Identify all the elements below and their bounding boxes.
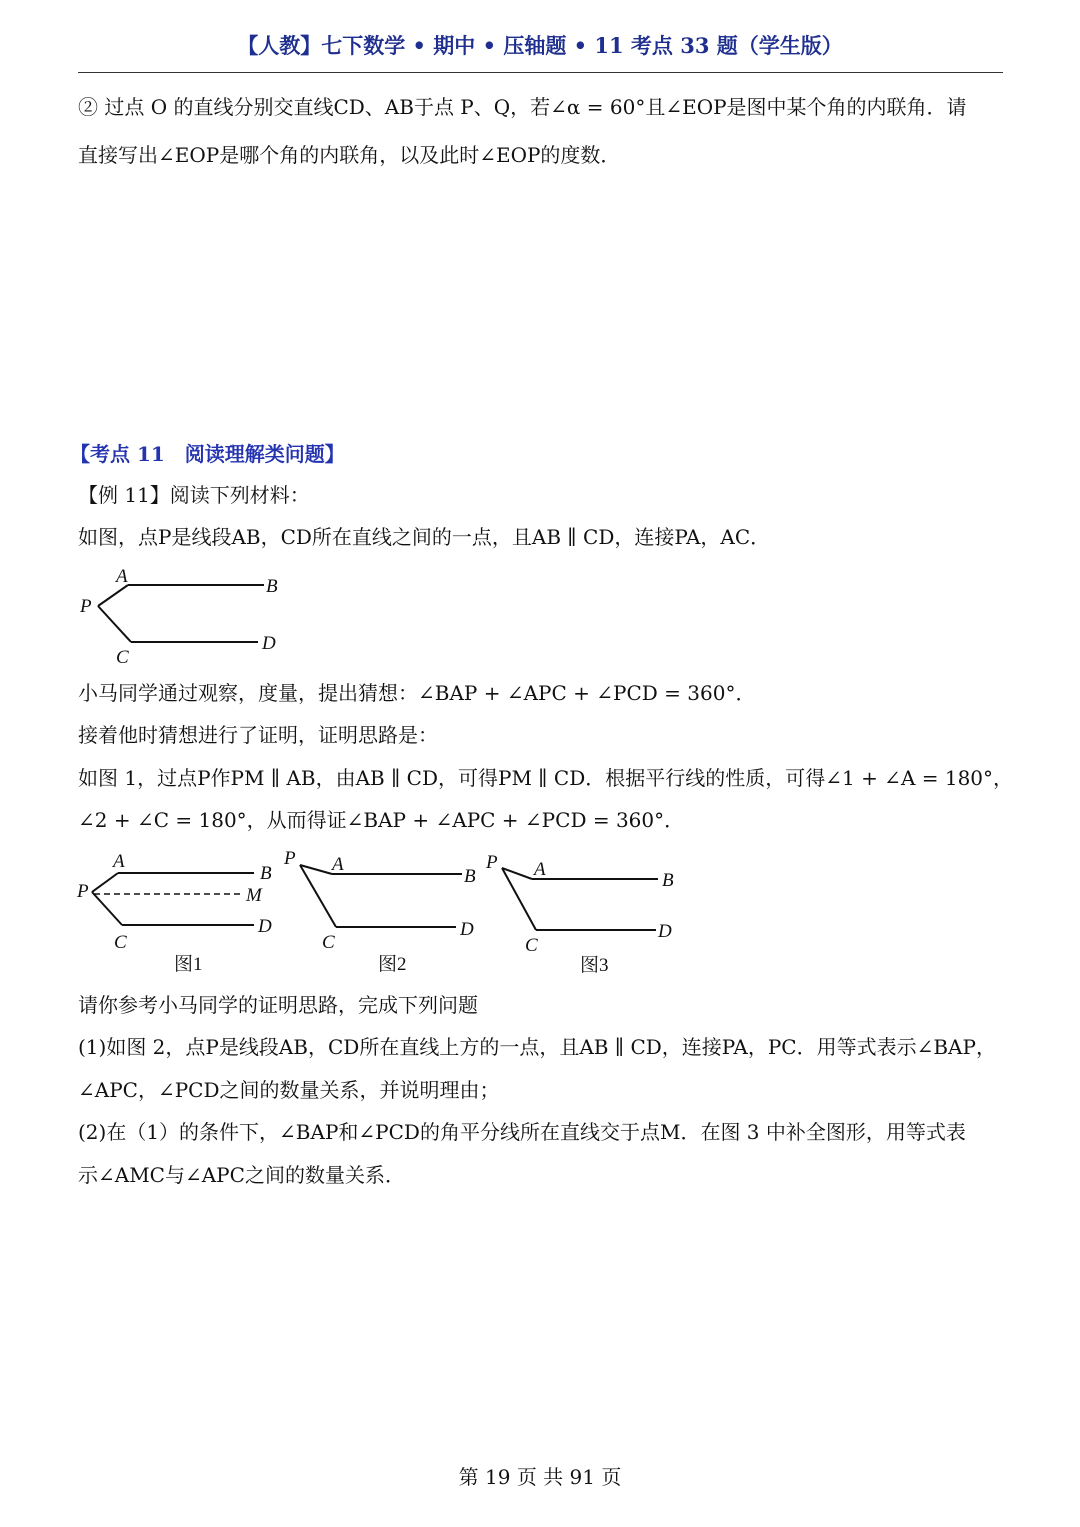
fig1-label-m: M <box>246 885 262 906</box>
section-title: 【考点 11 阅读理解类问题】 <box>70 442 345 466</box>
fig3-label-b: B <box>662 870 674 891</box>
prev-question-line-1: ② 过点 O 的直线分别交直线CD、AB于点 P、Q，若∠α = 60°且∠EOP是图中某个角的内联角．请 <box>78 95 967 119</box>
fig1-label-d: D <box>258 916 272 937</box>
example-premise: 如图，点P是线段AB，CD所在直线之间的一点，且AB ∥ CD，连接PA，AC． <box>78 525 771 549</box>
fig3-label-a: A <box>534 859 546 880</box>
header-divider <box>78 72 1003 73</box>
fig2-label-b: B <box>464 866 476 887</box>
question-1-line-1: (1)如图 2，点P是线段AB，CD所在直线上方的一点，且AB ∥ CD，连接PA，PC．用等式表示∠BAP， <box>78 1035 996 1059</box>
figure-2 <box>283 848 476 975</box>
main-label-b: B <box>266 576 278 597</box>
proof-line-1: 如图 1，过点P作PM ∥ AB，由AB ∥ CD，可得PM ∥ CD．根据平行线的性质，可得∠1 + ∠A = 180°， <box>78 766 1014 790</box>
task-lead: 请你参考小马同学的证明思路，完成下列问题 <box>78 993 478 1017</box>
proof-line-2: ∠2 + ∠C = 180°，从而得证∠BAP + ∠APC + ∠PCD = 360°． <box>78 808 685 832</box>
example-intro: 【例 11】阅读下列材料： <box>78 483 310 507</box>
main-figure <box>76 562 296 672</box>
fig2-label-c: C <box>322 932 335 953</box>
fig1-label-c: C <box>114 932 127 953</box>
fig3-caption: 图3 <box>580 955 609 976</box>
main-label-a: A <box>116 566 128 587</box>
main-label-p: P <box>80 596 92 617</box>
page-header-title: 【人教】七下数学 • 期中 • 压轴题 • 11 考点 33 题（学生版） <box>237 33 843 58</box>
fig2-label-a: A <box>332 854 344 875</box>
fig1-label-p: P <box>77 881 89 902</box>
fig1-caption: 图1 <box>174 954 203 975</box>
fig2-label-d: D <box>460 919 474 940</box>
figure-3 <box>485 852 674 976</box>
fig3-label-p: P <box>486 852 498 873</box>
fig2-caption: 图2 <box>378 954 407 975</box>
main-label-d: D <box>262 633 276 654</box>
fig1-label-a: A <box>113 851 125 872</box>
question-2-line-2: 示∠AMC与∠APC之间的数量关系． <box>78 1163 405 1187</box>
proof-lead: 接着他时猜想进行了证明，证明思路是： <box>78 723 438 747</box>
conjecture: 小马同学通过观察，度量，提出猜想：∠BAP + ∠APC + ∠PCD = 360°． <box>78 681 756 705</box>
figures-1-3 <box>70 845 710 980</box>
question-1-line-2: ∠APC，∠PCD之间的数量关系，并说明理由； <box>78 1078 500 1102</box>
prev-question-line-2: 直接写出∠EOP是哪个角的内联角，以及此时∠EOP的度数． <box>78 143 621 167</box>
fig2-label-p: P <box>284 848 296 869</box>
figure-1 <box>76 851 272 975</box>
page-number: 第 19 页 共 91 页 <box>458 1465 622 1489</box>
fig3-label-c: C <box>525 935 538 956</box>
main-label-c: C <box>116 647 129 668</box>
fig3-label-d: D <box>658 921 672 942</box>
question-2-line-1: (2)在（1）的条件下，∠BAP和∠PCD的角平分线所在直线交于点M．在图 3 中补全图形，用等式表 <box>78 1120 966 1144</box>
fig1-label-b: B <box>260 863 272 884</box>
